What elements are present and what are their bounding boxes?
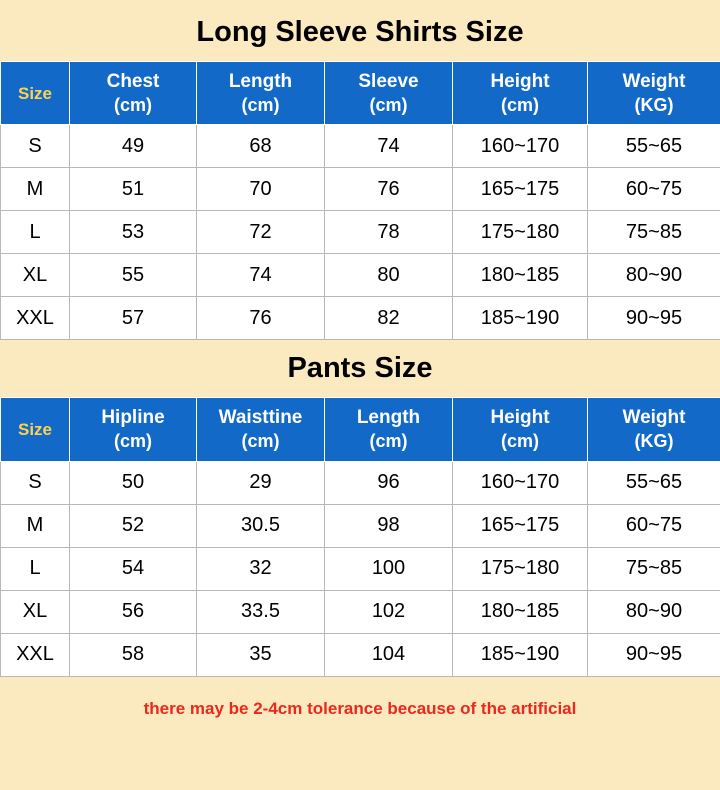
cell-height: 165~175 [453,504,588,547]
cell-chest: 55 [70,254,197,297]
tolerance-note: there may be 2-4cm tolerance because of the artificial [143,698,577,718]
column-header-weight-label: Weight [622,71,686,92]
cell-length: 102 [325,590,453,633]
table-row [1,633,720,676]
column-header-sleeve-unit: (cm) [369,94,408,115]
cell-sleeve: 80 [325,254,453,297]
cell-size: L [1,211,70,254]
column-header-weight-label: Weight [622,407,686,429]
cell-weight: 55~65 [588,461,720,504]
cell-length: 100 [325,547,453,590]
cell-size: S [1,461,70,504]
cell-weight: 90~95 [588,297,720,340]
shirts-table-title: Long Sleeve Shirts Size [196,16,524,48]
table-header-row [1,398,720,461]
column-header-length [325,398,453,461]
column-header-length-unit: (cm) [241,94,280,115]
cell-size: XL [1,590,70,633]
cell-height: 180~185 [453,590,588,633]
column-header-size: Size [1,62,70,125]
column-header-sleeve [325,62,453,125]
cell-hipline: 56 [70,590,197,633]
table-row [1,590,720,633]
cell-waistline: 35 [197,633,325,676]
cell-height: 185~190 [453,297,588,340]
cell-chest: 57 [70,297,197,340]
cell-sleeve: 78 [325,211,453,254]
long-sleeve-shirts-size-table [0,61,720,340]
column-header-hipline-label: Hipline [101,407,165,429]
cell-height: 160~170 [453,461,588,504]
column-header-hipline-unit: (cm) [113,431,152,451]
cell-weight: 80~90 [588,254,720,297]
cell-height: 175~180 [453,547,588,590]
column-header-weight-unit: (KG) [634,94,674,115]
cell-weight: 80~90 [588,590,720,633]
column-header-weight-unit: (KG) [634,431,674,451]
column-header-chest [70,62,197,125]
table-row [1,297,720,340]
column-header-hipline [70,398,197,461]
cell-height: 165~175 [453,168,588,211]
table-row [1,125,720,168]
cell-length: 74 [197,254,325,297]
column-header-length-label: Length [228,71,293,92]
cell-sleeve: 82 [325,297,453,340]
cell-size: XXL [1,297,70,340]
column-header-waistline [197,398,325,461]
column-header-chest-unit: (cm) [113,94,152,115]
cell-sleeve: 76 [325,168,453,211]
column-header-waistline-label: Waisttine [218,407,303,429]
cell-height: 180~185 [453,254,588,297]
cell-weight: 60~75 [588,504,720,547]
cell-size: XL [1,254,70,297]
cell-waistline: 33.5 [197,590,325,633]
cell-height: 175~180 [453,211,588,254]
cell-size: M [1,168,70,211]
cell-weight: 60~75 [588,168,720,211]
table-row [1,461,720,504]
cell-length: 68 [197,125,325,168]
cell-chest: 51 [70,168,197,211]
column-header-waistline-unit: (cm) [241,431,280,451]
table-row [1,168,720,211]
cell-length: 70 [197,168,325,211]
cell-height: 185~190 [453,633,588,676]
column-header-height-label: Height [490,407,550,429]
pants-table-title: Pants Size [287,352,433,385]
column-header-weight [588,398,720,461]
column-header-height-unit: (cm) [500,94,539,115]
column-header-length-unit: (cm) [369,431,408,451]
column-header-chest-label: Chest [106,71,160,92]
cell-size: XXL [1,633,70,676]
column-header-height [453,398,588,461]
table-header-row [1,62,720,125]
cell-length: 76 [197,297,325,340]
cell-size: L [1,547,70,590]
cell-weight: 90~95 [588,633,720,676]
column-header-height [453,62,588,125]
cell-hipline: 54 [70,547,197,590]
cell-height: 160~170 [453,125,588,168]
column-header-weight [588,62,720,125]
cell-length: 104 [325,633,453,676]
cell-size: M [1,504,70,547]
cell-hipline: 52 [70,504,197,547]
column-header-sleeve-label: Sleeve [358,71,419,92]
cell-chest: 49 [70,125,197,168]
column-header-length-label: Length [356,407,421,429]
table-row [1,254,720,297]
table-row [1,211,720,254]
cell-waistline: 29 [197,461,325,504]
cell-weight: 55~65 [588,125,720,168]
column-header-height-unit: (cm) [500,431,539,451]
cell-waistline: 30.5 [197,504,325,547]
cell-length: 96 [325,461,453,504]
cell-waistline: 32 [197,547,325,590]
column-header-height-label: Height [490,71,550,92]
cell-weight: 75~85 [588,211,720,254]
cell-sleeve: 74 [325,125,453,168]
cell-weight: 75~85 [588,547,720,590]
table-row [1,547,720,590]
cell-hipline: 50 [70,461,197,504]
cell-chest: 53 [70,211,197,254]
column-header-size: Size [1,398,70,461]
column-header-length [197,62,325,125]
pants-size-table [0,397,720,676]
cell-hipline: 58 [70,633,197,676]
cell-length: 98 [325,504,453,547]
table-row [1,504,720,547]
cell-size: S [1,125,70,168]
cell-length: 72 [197,211,325,254]
